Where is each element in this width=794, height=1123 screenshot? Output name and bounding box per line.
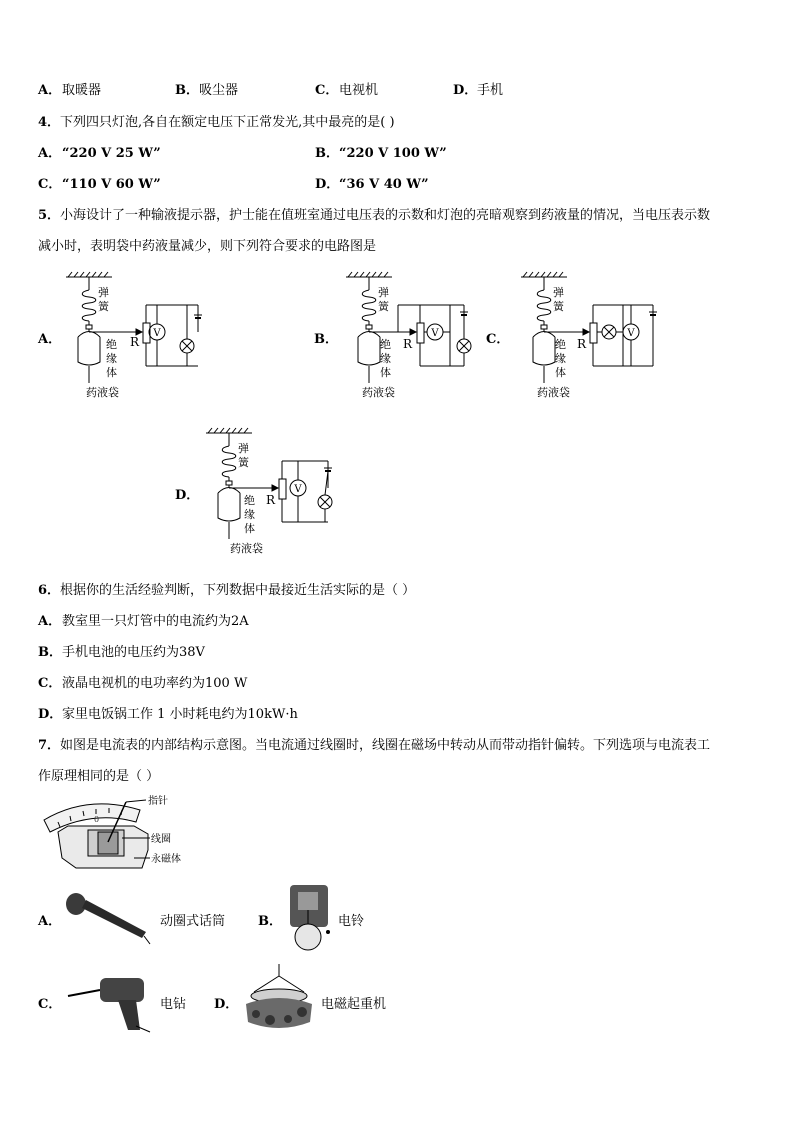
q5-c-bag-label: 药液袋	[537, 386, 570, 399]
q5-c-insulator-label-2: 缘	[555, 352, 566, 365]
q5-circuit-diagram-b	[340, 270, 485, 400]
q4-option-c-text: “110 V 60 W”	[62, 177, 161, 192]
q5-option-b-letter: B．	[314, 332, 338, 347]
q5-b-spring-label-2: 簧	[378, 300, 389, 313]
q4-number: 4．	[38, 115, 61, 130]
q5-d-voltmeter-symbol: V	[294, 484, 302, 495]
q5-circuit-diagram-c	[515, 270, 665, 400]
electric-bell-image	[286, 882, 336, 952]
q5-a-spring-label-1: 弹	[98, 286, 109, 299]
q5-d-insulator-label-3: 体	[244, 522, 255, 535]
q5-a-voltmeter-symbol: V	[153, 328, 161, 339]
q5-c-spring-label-1: 弹	[553, 286, 564, 299]
q7-option-d-letter: D．	[214, 997, 239, 1012]
q5-stem-line1: 小海设计了一种输液提示器，护士能在值班室通过电压表的示数和灯泡的亮暗观察到药液量的情况，当电压表示数	[60, 208, 711, 223]
q5-b-bag-label: 药液袋	[362, 386, 395, 399]
q6-option-d-text: 家里电饭锅工作 1 小时耗电约为10kW·h	[62, 707, 298, 722]
q7-option-a-letter: A．	[38, 914, 62, 929]
q6-option-d-letter: D．	[38, 707, 63, 722]
ammeter-structure-figure	[38, 792, 188, 874]
q4-option-a-letter: A．	[38, 146, 62, 161]
q6-option-a-text: 教室里一只灯管中的电流约为2A	[62, 614, 249, 629]
q5-option-c-letter: C．	[486, 332, 510, 347]
q7-stem-line2: 作原理相同的是（ ）	[38, 769, 160, 784]
electromagnetic-crane-image	[240, 962, 318, 1036]
q4-option-b-letter: B．	[315, 146, 339, 161]
q5-d-bag-label: 药液袋	[230, 542, 263, 555]
microphone-image	[62, 888, 152, 948]
q4-option-d-text: “36 V 40 W”	[339, 177, 429, 192]
q5-c-insulator-label-3: 体	[555, 366, 566, 379]
q6-stem: 根据你的生活经验判断，下列数据中最接近生活实际的是（ ）	[60, 583, 416, 598]
q7-option-a-text: 动圈式话筒	[160, 914, 226, 929]
q7-stem-line1: 如图是电流表的内部结构示意图。当电流通过线圈时，线圈在磁场中转动从而带动指针偏转。下列选项与电流表工	[60, 738, 711, 753]
q5-option-d-letter: D．	[175, 488, 200, 503]
q5-b-resistor-label: R	[403, 337, 413, 351]
ammeter-pointer-label: 指针	[148, 796, 168, 807]
q6-option-a-letter: A．	[38, 614, 62, 629]
ammeter-magnet-label: 永磁体	[151, 854, 181, 865]
q5-b-insulator-label-2: 缘	[380, 352, 391, 365]
q5-c-insulator-label-1: 绝	[555, 338, 566, 351]
svg-text:0: 0	[94, 815, 100, 824]
q5-d-insulator-label-1: 绝	[244, 494, 255, 507]
q5-b-insulator-label-1: 绝	[380, 338, 391, 351]
q7-option-b-text: 电铃	[338, 914, 365, 929]
q6-option-c-text: 液晶电视机的电功率约为100 W	[62, 676, 248, 691]
q4-option-a-text: “220 V 25 W”	[62, 146, 161, 161]
q5-c-voltmeter-symbol: V	[627, 328, 635, 339]
q4-stem: 下列四只灯泡,各自在额定电压下正常发光,其中最亮的是( )	[60, 115, 395, 130]
q5-b-voltmeter-symbol: V	[431, 328, 439, 339]
q5-circuit-diagram-a	[60, 270, 235, 400]
q7-option-d-text: 电磁起重机	[321, 997, 387, 1012]
q6-option-b-letter: B．	[38, 645, 62, 660]
q5-stem-line2: 减小时，表明袋中药液量减少，则下列符合要求的电路图是	[38, 239, 377, 254]
q6-option-c-letter: C．	[38, 676, 62, 691]
q3-option-d-letter: D．	[453, 83, 478, 98]
q4-option-b-text: “220 V 100 W”	[339, 146, 447, 161]
q4-option-d-letter: D．	[315, 177, 340, 192]
q5-a-resistor-label: R	[130, 335, 140, 349]
q5-a-insulator-label-2: 缘	[106, 352, 117, 365]
q6-number: 6．	[38, 583, 61, 598]
q3-option-c-letter: C．	[315, 83, 339, 98]
electric-drill-image	[66, 966, 156, 1034]
q3-option-c-text: 电视机	[339, 83, 379, 98]
q5-a-bag-label: 药液袋	[86, 386, 119, 399]
q5-circuit-diagram-d	[200, 426, 350, 556]
q5-a-insulator-label-3: 体	[106, 366, 117, 379]
q5-b-insulator-label-3: 体	[380, 366, 391, 379]
q7-option-c-text: 电钻	[160, 997, 187, 1012]
q5-b-spring-label-1: 弹	[378, 286, 389, 299]
q4-option-c-letter: C．	[38, 177, 62, 192]
q3-option-a-text: 取暖器	[62, 83, 102, 98]
q5-number: 5．	[38, 208, 61, 223]
q7-option-c-letter: C．	[38, 997, 62, 1012]
q3-option-a-letter: A．	[38, 83, 62, 98]
q5-d-resistor-label: R	[266, 493, 276, 507]
q3-option-b-letter: B．	[175, 83, 199, 98]
q5-c-resistor-label: R	[577, 337, 587, 351]
q5-d-insulator-label-2: 缘	[244, 508, 255, 521]
q5-a-insulator-label-1: 绝	[106, 338, 117, 351]
q5-d-spring-label-2: 簧	[238, 456, 249, 469]
q3-option-d-text: 手机	[477, 83, 504, 98]
q5-d-spring-label-1: 弹	[238, 442, 249, 455]
q5-c-spring-label-2: 簧	[553, 300, 564, 313]
q7-option-b-letter: B．	[258, 914, 282, 929]
q5-option-a-letter: A．	[38, 332, 62, 347]
q7-number: 7．	[38, 738, 61, 753]
q3-option-b-text: 吸尘器	[199, 83, 239, 98]
ammeter-coil-label: 线圈	[151, 834, 171, 845]
q5-a-spring-label-2: 簧	[98, 300, 109, 313]
q6-option-b-text: 手机电池的电压约为38V	[62, 645, 205, 660]
